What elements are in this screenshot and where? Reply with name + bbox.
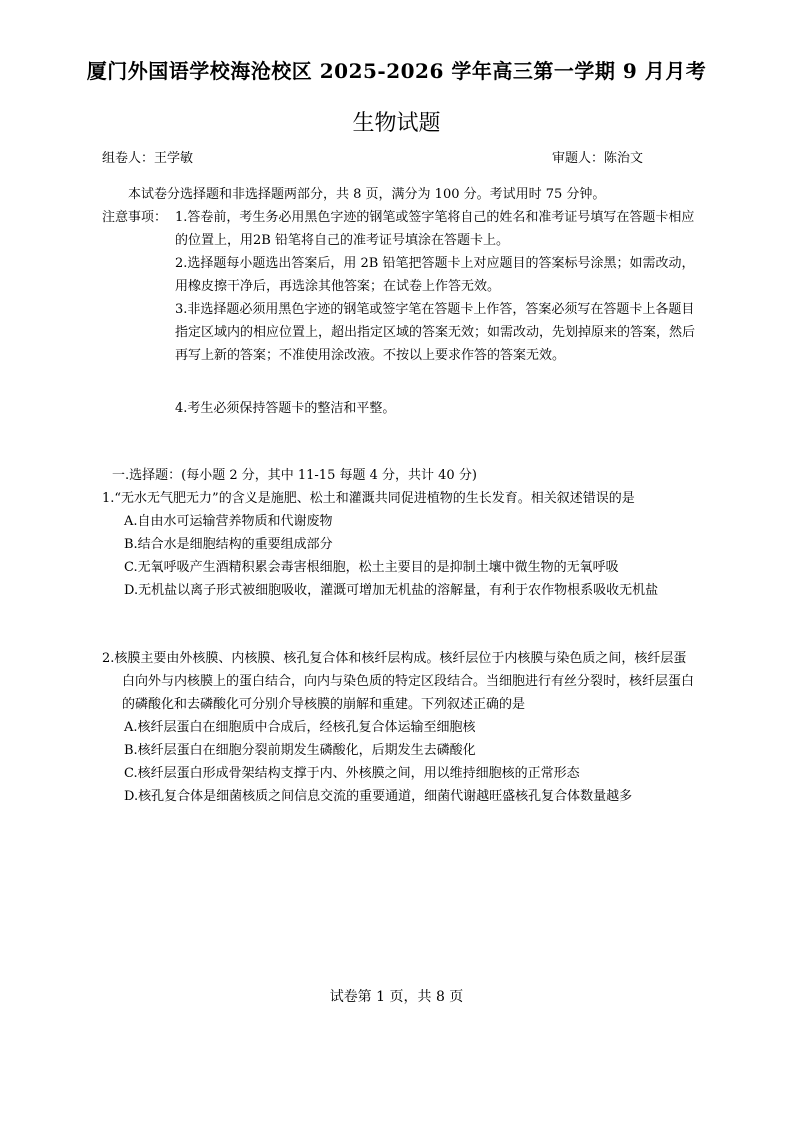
answer-option: C.核纤层蛋白形成骨架结构支撑于内、外核膜之间，用以维持细胞核的正常形态 [124, 766, 580, 781]
notice-item: 3.非选择题必须用黑色字迹的钢笔或签字笔在答题卡上作答，答案必须写在答题卡上各题目指定区域内的相应位置上，超出指定区域的答案无效；如需改动，先划掉原来的答案，然后再写上新的答案；不准使用涂改液。不按以上要求作答的答案无效。 [175, 302, 696, 363]
exam-intro: 本试卷分选择题和非选择题两部分，共 8 页，满分为 100 分。考试用时 75 分钟。 [128, 187, 606, 202]
notice-item: 2.选择题每小题选出答案后，用 2B 铅笔把答题卡上对应题目的答案标号涂黑；如需改动，用橡皮擦干净后，再选涂其他答案；在试卷上作答无效。 [175, 256, 695, 294]
answer-option: B.结合水是细胞结构的重要组成部分 [124, 537, 333, 552]
notice-label: 注意事项： [102, 210, 168, 225]
answer-option: A.自由水可运输营养物质和代谢废物 [124, 514, 333, 529]
reviewer-label: 审题人：陈治文 [552, 151, 644, 166]
answer-option: D.核孔复合体是细菌核质之间信息交流的重要通道，细菌代谢越旺盛核孔复合体数量越多 [124, 789, 633, 804]
notice-item: 4.考生必须保持答题卡的整洁和平整。 [175, 401, 396, 416]
question-1 [102, 487, 694, 602]
question-stem: 2.核膜主要由外核膜、内核膜、核孔复合体和核纤层构成。核纤层位于内核膜与染色质之间，核纤层蛋白向外与内核膜上的蛋白结合，向内与染色质的特定区段结合。当细胞进行有丝分裂时，核纤层蛋白的磷酸化和去磷酸化可分别介导核膜的崩解和重建。下列叙述正确的是 [102, 651, 695, 712]
question-stem: 1.“无水无气肥无力”的含义是施肥、松土和灌溉共同促进植物的生长发育。相关叙述错误的是 [102, 491, 635, 506]
exam-title: 厦门外国语学校海沧校区 2025-2026 学年高三第一学期 9 月月考 [86, 59, 707, 83]
notice-item: 1.答卷前，考生务必用黑色字迹的钢笔或签字笔将自己的姓名和准考证号填写在答题卡相应的位置上，用2B 铅笔将自己的准考证号填涂在答题卡上。 [175, 210, 695, 248]
exam-subtitle: 生物试题 [352, 111, 441, 136]
answer-option: A.核纤层蛋白在细胞质中合成后，经核孔复合体运输至细胞核 [124, 720, 476, 735]
page-footer: 试卷第 1 页，共 8 页 [329, 989, 464, 1005]
question-2 [102, 647, 694, 808]
section-heading: 一.选择题：(每小题 2 分，其中 11-15 每题 4 分，共计 40 分) [112, 468, 477, 483]
answer-option: D.无机盐以离子形式被细胞吸收，灌溉可增加无机盐的溶解量，有利于农作物根系吸收无机盐 [124, 583, 659, 598]
answer-option: C.无氧呼吸产生酒精积累会毒害根细胞，松土主要目的是抑制土壤中微生物的无氧呼吸 [124, 560, 619, 575]
setter-label: 组卷人：王学敏 [102, 151, 194, 166]
answer-option: B.核纤层蛋白在细胞分裂前期发生磷酸化，后期发生去磷酸化 [124, 743, 476, 758]
